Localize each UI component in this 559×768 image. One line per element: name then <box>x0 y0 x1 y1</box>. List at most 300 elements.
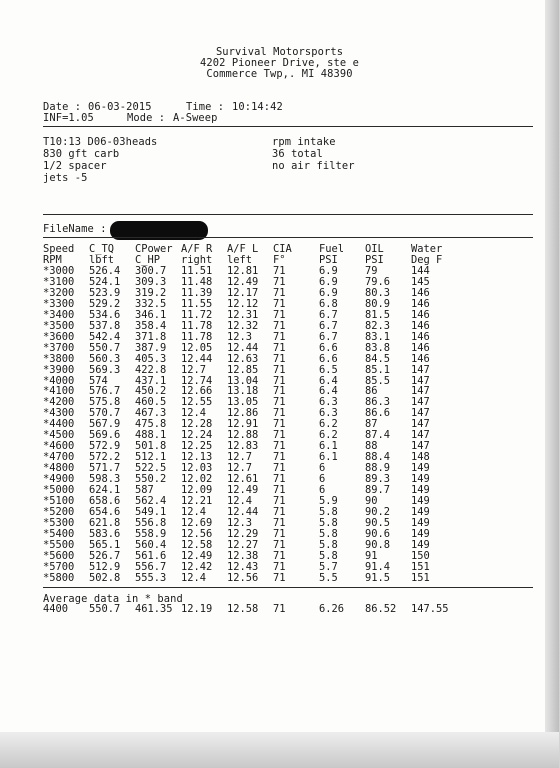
table-row <box>0 452 540 463</box>
table-header-row <box>0 244 540 255</box>
cell-cia: 71 <box>273 494 286 507</box>
cell-af-left: 12.17 <box>227 286 259 299</box>
cell-fuel-psi: 6.7 <box>319 308 338 321</box>
cell-water-temp: 147.55 <box>411 603 449 615</box>
cell-torque: 537.8 <box>89 319 121 332</box>
cell-speed: RPM <box>43 254 62 266</box>
cell-af-right: 11.78 <box>181 319 213 332</box>
cell-oil-psi: 90.6 <box>365 527 391 540</box>
cell-af-left: left <box>227 254 253 266</box>
cell-af-left: 12.3 <box>227 330 253 343</box>
cell-torque: 571.7 <box>89 462 121 475</box>
cell-oil-psi: 89.7 <box>365 484 391 496</box>
table-row <box>0 343 540 354</box>
table-row <box>0 365 540 376</box>
divider-2 <box>43 214 533 215</box>
cell-oil-psi: 90.2 <box>365 505 391 518</box>
cell-af-right: 12.02 <box>181 473 213 486</box>
cell-cia: 71 <box>273 374 286 387</box>
cell-speed: *3800 <box>43 352 75 365</box>
average-label: Average data in * band <box>43 593 183 605</box>
note-line: no air filter <box>272 160 355 172</box>
cell-af-right: 12.58 <box>181 538 213 551</box>
cell-oil-psi: 90.5 <box>365 516 391 529</box>
cell-fuel-psi: 5.8 <box>319 549 338 562</box>
cell-af-right: 11.39 <box>181 286 213 299</box>
cell-torque: 575.8 <box>89 396 121 409</box>
cell-fuel-psi: 5.9 <box>319 494 338 507</box>
table-header-units-row <box>0 255 540 266</box>
cell-water-temp: 146 <box>411 286 430 299</box>
cell-oil-psi: 86.6 <box>365 407 391 420</box>
notes-left <box>43 136 157 184</box>
cell-cia: 71 <box>273 286 286 299</box>
cell-water-temp: 149 <box>411 494 430 507</box>
cell-af-left: 12.61 <box>227 473 259 486</box>
cell-power: 512.1 <box>135 451 167 464</box>
cell-af-left: 12.4 <box>227 494 253 507</box>
cell-torque: 576.7 <box>89 385 121 398</box>
cell-af-left: 12.32 <box>227 319 259 332</box>
cell-water-temp: 148 <box>411 451 430 464</box>
cell-fuel-psi: 6.6 <box>319 341 338 354</box>
time-value: 10:14:42 <box>232 101 283 113</box>
cell-oil-psi: 82.3 <box>365 319 391 332</box>
cell-af-left: 12.83 <box>227 440 259 453</box>
cell-af-right: 11.78 <box>181 330 213 343</box>
table-row <box>0 310 540 321</box>
note-line: T10:13 D06-03heads <box>43 136 158 148</box>
cell-af-left: 12.44 <box>227 341 259 354</box>
cell-fuel-psi: 6.7 <box>319 319 338 332</box>
cell-power: 488.1 <box>135 429 167 442</box>
cell-water-temp: 147 <box>411 396 430 409</box>
cell-speed: *5100 <box>43 494 75 507</box>
cell-water-temp: 146 <box>411 319 430 332</box>
cell-water-temp: Water <box>411 243 443 255</box>
cell-oil-psi: 84.5 <box>365 352 391 365</box>
table-row <box>0 419 540 430</box>
cell-af-right: 12.7 <box>181 363 207 376</box>
cell-torque: 583.6 <box>89 527 121 540</box>
cell-power: 522.5 <box>135 462 167 475</box>
cell-oil-psi: 87.4 <box>365 429 391 442</box>
cell-speed: *4400 <box>43 418 75 431</box>
cell-cia: F° <box>273 254 286 266</box>
cell-cia: 71 <box>273 516 286 529</box>
cell-speed: *3500 <box>43 319 75 332</box>
table-row <box>0 463 540 474</box>
table-row <box>0 332 540 343</box>
cell-speed: *5600 <box>43 549 75 562</box>
cell-af-right: 12.28 <box>181 418 213 431</box>
table-row <box>0 474 540 485</box>
cell-fuel-psi: Fuel <box>319 243 345 255</box>
note-line: 36 total <box>272 148 323 160</box>
cell-af-left: 12.81 <box>227 265 259 277</box>
table-row <box>0 540 540 551</box>
page-edge-shadow-bottom <box>0 732 559 768</box>
cell-torque: 550.7 <box>89 603 121 615</box>
cell-torque: 502.8 <box>89 571 121 584</box>
cell-torque: 529.2 <box>89 297 121 310</box>
cell-power: 460.5 <box>135 396 167 409</box>
cell-water-temp: Deg F <box>411 254 443 266</box>
cell-power: C_HP <box>135 254 161 266</box>
cell-speed: *3600 <box>43 330 75 343</box>
table-row <box>0 485 540 496</box>
cell-power: 467.3 <box>135 407 167 420</box>
cell-af-left: 12.58 <box>227 603 259 615</box>
cell-oil-psi: 91.4 <box>365 560 391 573</box>
cell-speed: 4400 <box>43 603 69 615</box>
cell-fuel-psi: 6.2 <box>319 418 338 431</box>
page-edge-shadow-right <box>545 0 559 768</box>
cell-fuel-psi: 6.4 <box>319 374 338 387</box>
cell-oil-psi: 83.1 <box>365 330 391 343</box>
address-line-2: Commerce Twp,. MI 48390 <box>206 68 353 80</box>
cell-power: 332.5 <box>135 297 167 310</box>
cell-torque: 512.9 <box>89 560 121 573</box>
cell-cia: 71 <box>273 341 286 354</box>
company-name: Survival Motorsports <box>215 46 344 58</box>
cell-oil-psi: 86.52 <box>365 603 397 615</box>
cell-power: 405.3 <box>135 352 167 365</box>
cell-af-right: 12.42 <box>181 560 213 573</box>
table-row <box>0 507 540 518</box>
table-row <box>0 354 540 365</box>
cell-cia: 71 <box>273 407 286 420</box>
cell-af-right: 12.66 <box>181 385 213 398</box>
cell-speed: *5500 <box>43 538 75 551</box>
cell-fuel-psi: 6.3 <box>319 396 338 409</box>
cell-fuel-psi: 6.7 <box>319 330 338 343</box>
cell-af-right: 12.21 <box>181 494 213 507</box>
cell-af-right: 11.51 <box>181 265 213 277</box>
cell-oil-psi: 80.3 <box>365 286 391 299</box>
cell-cia: 71 <box>273 473 286 486</box>
cell-torque: 524.1 <box>89 275 121 288</box>
inf-value: INF=1.05 <box>43 112 94 124</box>
cell-af-left: A/F L <box>227 243 259 255</box>
cell-torque: lbft <box>89 254 115 266</box>
cell-power: 422.8 <box>135 363 167 376</box>
cell-torque: 654.6 <box>89 505 121 518</box>
cell-cia: 71 <box>273 308 286 321</box>
cell-water-temp: 149 <box>411 527 430 540</box>
divider-3 <box>43 237 533 238</box>
cell-cia: 71 <box>273 440 286 453</box>
cell-power: 558.9 <box>135 527 167 540</box>
cell-power: 556.7 <box>135 560 167 573</box>
cell-torque: 572.9 <box>89 440 121 453</box>
cell-fuel-psi: 6.6 <box>319 352 338 365</box>
note-line: 1/2 spacer <box>43 160 107 172</box>
cell-speed: Speed <box>43 243 75 255</box>
cell-af-right: 12.09 <box>181 484 213 496</box>
cell-oil-psi: PSI <box>365 254 384 266</box>
cell-water-temp: 147 <box>411 385 430 398</box>
cell-af-right: 12.69 <box>181 516 213 529</box>
cell-speed: *4500 <box>43 429 75 442</box>
cell-water-temp: 145 <box>411 275 430 288</box>
cell-fuel-psi: 5.8 <box>319 516 338 529</box>
cell-af-left: 12.7 <box>227 462 253 475</box>
average-values-row <box>0 604 540 615</box>
cell-cia: 71 <box>273 418 286 431</box>
cell-fuel-psi: 6.5 <box>319 363 338 376</box>
cell-oil-psi: 79.6 <box>365 275 391 288</box>
cell-af-right: 12.4 <box>181 571 207 584</box>
cell-fuel-psi: 6.9 <box>319 286 338 299</box>
table-row <box>0 397 540 408</box>
cell-af-left: 12.88 <box>227 429 259 442</box>
time-label: Time : <box>186 101 225 113</box>
table-row <box>0 299 540 310</box>
cell-cia: 71 <box>273 429 286 442</box>
cell-speed: *4900 <box>43 473 75 486</box>
cell-power: 562.4 <box>135 494 167 507</box>
cell-water-temp: 149 <box>411 538 430 551</box>
cell-af-right: 12.13 <box>181 451 213 464</box>
cell-torque: 572.2 <box>89 451 121 464</box>
cell-oil-psi: 88.9 <box>365 462 391 475</box>
date-value: 06-03-2015 <box>88 101 152 113</box>
cell-fuel-psi: 6 <box>319 473 326 486</box>
cell-cia: 71 <box>273 265 286 277</box>
cell-speed: *4000 <box>43 374 75 387</box>
cell-fuel-psi: 6 <box>319 462 326 475</box>
cell-torque: C_TQ <box>89 243 115 255</box>
table-row <box>0 430 540 441</box>
cell-speed: *5800 <box>43 571 75 584</box>
note-line: 830 gft carb <box>43 148 120 160</box>
cell-af-left: 12.56 <box>227 571 259 584</box>
cell-cia: CIA <box>273 243 292 255</box>
cell-af-right: 12.49 <box>181 549 213 562</box>
table-row <box>0 288 540 299</box>
cell-cia: 71 <box>273 462 286 475</box>
table-row <box>0 266 540 277</box>
cell-power: 358.4 <box>135 319 167 332</box>
cell-fuel-psi: 6.2 <box>319 429 338 442</box>
cell-water-temp: 149 <box>411 516 430 529</box>
cell-af-left: 12.85 <box>227 363 259 376</box>
cell-torque: 526.7 <box>89 549 121 562</box>
table-row <box>0 277 540 288</box>
cell-speed: *3700 <box>43 341 75 354</box>
cell-water-temp: 147 <box>411 418 430 431</box>
cell-water-temp: 147 <box>411 429 430 442</box>
cell-speed: *3000 <box>43 265 75 277</box>
cell-power: 450.2 <box>135 385 167 398</box>
cell-speed: *3200 <box>43 286 75 299</box>
cell-cia: 71 <box>273 363 286 376</box>
cell-water-temp: 144 <box>411 265 430 277</box>
cell-fuel-psi: 5.5 <box>319 571 338 584</box>
cell-af-right: 12.44 <box>181 352 213 365</box>
cell-power: 501.8 <box>135 440 167 453</box>
cell-torque: 621.8 <box>89 516 121 529</box>
cell-power: 555.3 <box>135 571 167 584</box>
divider-1 <box>43 126 533 127</box>
cell-water-temp: 149 <box>411 473 430 486</box>
cell-cia: 71 <box>273 396 286 409</box>
cell-fuel-psi: 6.9 <box>319 275 338 288</box>
cell-oil-psi: OIL <box>365 243 384 255</box>
cell-cia: 71 <box>273 484 286 496</box>
cell-torque: 560.3 <box>89 352 121 365</box>
table-row <box>0 518 540 529</box>
cell-speed: *4300 <box>43 407 75 420</box>
cell-af-right: 12.25 <box>181 440 213 453</box>
cell-oil-psi: 90 <box>365 494 378 507</box>
cell-cia: 71 <box>273 549 286 562</box>
cell-speed: *5700 <box>43 560 75 573</box>
cell-af-right: A/F R <box>181 243 213 255</box>
table-row <box>0 441 540 452</box>
cell-oil-psi: 85.1 <box>365 363 391 376</box>
cell-af-left: 12.7 <box>227 451 253 464</box>
cell-cia: 71 <box>273 571 286 584</box>
table-row <box>0 386 540 397</box>
cell-water-temp: 149 <box>411 462 430 475</box>
cell-af-right: right <box>181 254 213 266</box>
cell-speed: *3100 <box>43 275 75 288</box>
cell-af-left: 12.29 <box>227 527 259 540</box>
cell-oil-psi: 86.3 <box>365 396 391 409</box>
cell-oil-psi: 85.5 <box>365 374 391 387</box>
cell-cia: 71 <box>273 505 286 518</box>
cell-cia: 71 <box>273 275 286 288</box>
table-row <box>0 408 540 419</box>
cell-af-left: 13.18 <box>227 385 259 398</box>
cell-af-right: 11.55 <box>181 297 213 310</box>
cell-cia: 71 <box>273 385 286 398</box>
cell-cia: 71 <box>273 538 286 551</box>
cell-power: 549.1 <box>135 505 167 518</box>
cell-torque: 569.3 <box>89 363 121 376</box>
cell-oil-psi: 88.4 <box>365 451 391 464</box>
cell-power: CPower <box>135 243 173 255</box>
cell-cia: 71 <box>273 603 286 615</box>
cell-water-temp: 147 <box>411 407 430 420</box>
cell-cia: 71 <box>273 560 286 573</box>
cell-oil-psi: 80.9 <box>365 297 391 310</box>
cell-water-temp: 147 <box>411 363 430 376</box>
cell-power: 309.3 <box>135 275 167 288</box>
note-line: rpm intake <box>272 136 336 148</box>
cell-torque: 534.6 <box>89 308 121 321</box>
cell-af-left: 12.91 <box>227 418 259 431</box>
cell-fuel-psi: 6.1 <box>319 451 338 464</box>
cell-water-temp: 151 <box>411 571 430 584</box>
cell-af-right: 11.72 <box>181 308 213 321</box>
cell-oil-psi: 90.8 <box>365 538 391 551</box>
cell-cia: 71 <box>273 352 286 365</box>
cell-water-temp: 146 <box>411 352 430 365</box>
cell-af-left: 12.43 <box>227 560 259 573</box>
cell-fuel-psi: 6 <box>319 484 326 496</box>
cell-torque: 567.9 <box>89 418 121 431</box>
cell-torque: 598.3 <box>89 473 121 486</box>
cell-speed: *5200 <box>43 505 75 518</box>
table-row <box>0 376 540 387</box>
cell-af-right: 12.55 <box>181 396 213 409</box>
cell-power: 319.2 <box>135 286 167 299</box>
notes-right <box>272 136 355 172</box>
cell-torque: 658.6 <box>89 494 121 507</box>
mode-label: Mode : <box>127 112 166 124</box>
cell-water-temp: 149 <box>411 505 430 518</box>
cell-fuel-psi: 6.4 <box>319 385 338 398</box>
cell-cia: 71 <box>273 297 286 310</box>
cell-af-left: 12.31 <box>227 308 259 321</box>
cell-cia: 71 <box>273 451 286 464</box>
cell-oil-psi: 83.8 <box>365 341 391 354</box>
cell-cia: 71 <box>273 330 286 343</box>
cell-water-temp: 146 <box>411 330 430 343</box>
cell-torque: 570.7 <box>89 407 121 420</box>
cell-af-right: 12.05 <box>181 341 213 354</box>
cell-power: 346.1 <box>135 308 167 321</box>
cell-speed: *5000 <box>43 484 75 496</box>
cell-fuel-psi: 6.1 <box>319 440 338 453</box>
cell-af-left: 12.63 <box>227 352 259 365</box>
cell-oil-psi: 88 <box>365 440 378 453</box>
cell-water-temp: 150 <box>411 549 430 562</box>
cell-torque: 550.7 <box>89 341 121 354</box>
cell-power: 300.7 <box>135 265 167 277</box>
cell-af-right: 12.4 <box>181 505 207 518</box>
cell-power: 561.6 <box>135 549 167 562</box>
cell-power: 556.8 <box>135 516 167 529</box>
cell-speed: *3900 <box>43 363 75 376</box>
cell-speed: *4100 <box>43 385 75 398</box>
cell-cia: 71 <box>273 527 286 540</box>
cell-water-temp: 147 <box>411 440 430 453</box>
cell-torque: 624.1 <box>89 484 121 496</box>
cell-af-left: 12.12 <box>227 297 259 310</box>
cell-water-temp: 146 <box>411 341 430 354</box>
table-row <box>0 496 540 507</box>
table-row <box>0 321 540 332</box>
address-line-1: 4202 Pioneer Drive, ste e <box>200 57 359 69</box>
cell-torque: 526.4 <box>89 265 121 277</box>
cell-fuel-psi: 6.9 <box>319 265 338 277</box>
cell-oil-psi: 89.3 <box>365 473 391 486</box>
table-row <box>0 529 540 540</box>
cell-af-right: 12.24 <box>181 429 213 442</box>
cell-power: 387.9 <box>135 341 167 354</box>
cell-af-left: 12.49 <box>227 484 259 496</box>
cell-speed: *5300 <box>43 516 75 529</box>
cell-af-right: 11.48 <box>181 275 213 288</box>
cell-oil-psi: 81.5 <box>365 308 391 321</box>
cell-fuel-psi: 5.7 <box>319 560 338 573</box>
cell-speed: *4600 <box>43 440 75 453</box>
table-row <box>0 562 540 573</box>
cell-oil-psi: 86 <box>365 385 378 398</box>
cell-fuel-psi: 5.8 <box>319 527 338 540</box>
cell-af-left: 12.44 <box>227 505 259 518</box>
cell-af-left: 12.3 <box>227 516 253 529</box>
cell-af-left: 12.38 <box>227 549 259 562</box>
cell-af-right: 12.4 <box>181 407 207 420</box>
cell-speed: *4800 <box>43 462 75 475</box>
cell-water-temp: 146 <box>411 308 430 321</box>
cell-speed: *4200 <box>43 396 75 409</box>
